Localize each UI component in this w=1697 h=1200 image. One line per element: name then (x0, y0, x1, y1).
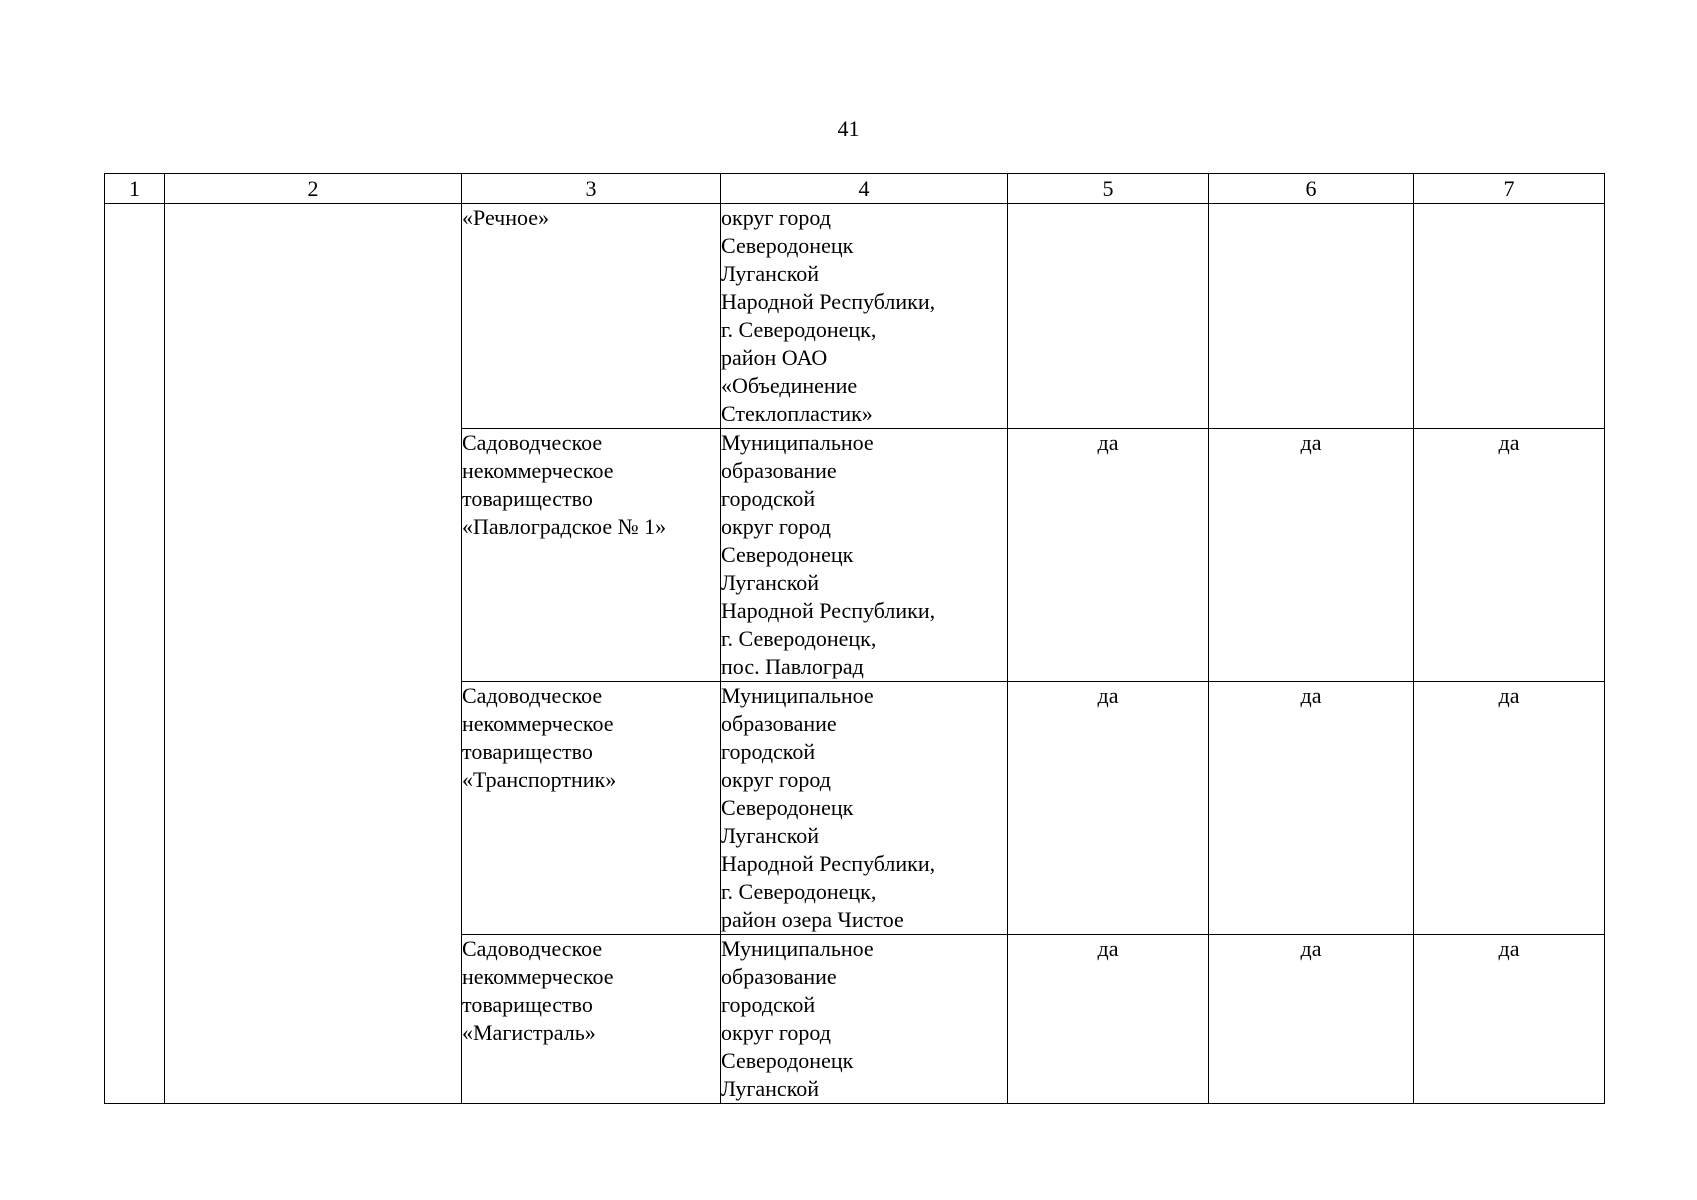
cell-organization-name (462, 935, 721, 1104)
address-line: г. Северодонецк, (721, 626, 877, 651)
column-number-3: 3 (462, 174, 721, 204)
column-number-2: 2 (165, 174, 462, 204)
cell-col7: да (1414, 682, 1605, 935)
address-line: Муниципальное (721, 936, 874, 961)
cell-col6: да (1209, 682, 1414, 935)
cell-col5 (1008, 204, 1209, 429)
column-number-5: 5 (1008, 174, 1209, 204)
cell-col5: да (1008, 682, 1209, 935)
address-line: Муниципальное (721, 430, 874, 455)
name-line: некоммерческое (462, 711, 614, 736)
address-line: округ город (721, 767, 831, 792)
cell-organization-name (462, 204, 721, 429)
address-line: образование (721, 711, 837, 736)
cell-address (721, 429, 1008, 682)
cell-address (721, 935, 1008, 1104)
address-line: Народной Республики, (721, 851, 936, 876)
address-line: г. Северодонецк, (721, 879, 877, 904)
register-table (104, 173, 1605, 1104)
column-number-row (105, 174, 1605, 204)
address-line: Северодонецк (721, 795, 854, 820)
address-line: район озера Чистое (721, 907, 904, 932)
name-line: Садоводческое (462, 683, 603, 708)
cell-organization-name (462, 429, 721, 682)
address-line: округ город (721, 514, 831, 539)
cell-address (721, 204, 1008, 429)
address-line: городской (721, 992, 816, 1017)
name-line: «Павлоградское № 1» (462, 514, 667, 539)
cell-settlement (165, 204, 462, 1104)
name-line: «Речное» (462, 205, 550, 230)
cell-col5: да (1008, 429, 1209, 682)
cell-organization-name (462, 682, 721, 935)
address-line: Стеклопластик» (721, 401, 873, 426)
address-line: Муниципальное (721, 683, 874, 708)
address-line: пос. Павлоград (721, 654, 864, 679)
table-row (105, 204, 1605, 429)
name-line: Садоводческое (462, 936, 603, 961)
address-line: Северодонецк (721, 542, 854, 567)
name-line: товарищество (462, 739, 593, 764)
address-line: Луганской (721, 823, 820, 848)
address-line: Луганской (721, 1076, 820, 1101)
cell-col7 (1414, 204, 1605, 429)
address-line: район ОАО (721, 345, 828, 370)
address-line: округ город (721, 205, 831, 230)
address-line: Луганской (721, 570, 820, 595)
address-line: городской (721, 739, 816, 764)
address-line: Народной Республики, (721, 289, 936, 314)
address-line: г. Северодонецк, (721, 317, 877, 342)
cell-address (721, 682, 1008, 935)
address-line: округ город (721, 1020, 831, 1045)
cell-col6 (1209, 204, 1414, 429)
address-line: образование (721, 458, 837, 483)
column-number-6: 6 (1209, 174, 1414, 204)
cell-col7: да (1414, 429, 1605, 682)
name-line: товарищество (462, 992, 593, 1017)
cell-col6: да (1209, 935, 1414, 1104)
name-line: «Магистраль» (462, 1020, 596, 1045)
column-number-7: 7 (1414, 174, 1605, 204)
name-line: некоммерческое (462, 964, 614, 989)
address-line: Народной Республики, (721, 598, 936, 623)
address-line: Луганской (721, 261, 820, 286)
address-line: «Объединение (721, 373, 858, 398)
address-line: городской (721, 486, 816, 511)
address-line: Северодонецк (721, 233, 854, 258)
column-number-1: 1 (105, 174, 165, 204)
address-line: образование (721, 964, 837, 989)
cell-col5: да (1008, 935, 1209, 1104)
cell-col7: да (1414, 935, 1605, 1104)
cell-col6: да (1209, 429, 1414, 682)
address-line: Северодонецк (721, 1048, 854, 1073)
page-number: 41 (837, 116, 860, 141)
cell-row-number (105, 204, 165, 1104)
column-number-4: 4 (721, 174, 1008, 204)
name-line: некоммерческое (462, 458, 614, 483)
name-line: Садоводческое (462, 430, 603, 455)
name-line: «Транспортник» (462, 767, 617, 792)
name-line: товарищество (462, 486, 593, 511)
